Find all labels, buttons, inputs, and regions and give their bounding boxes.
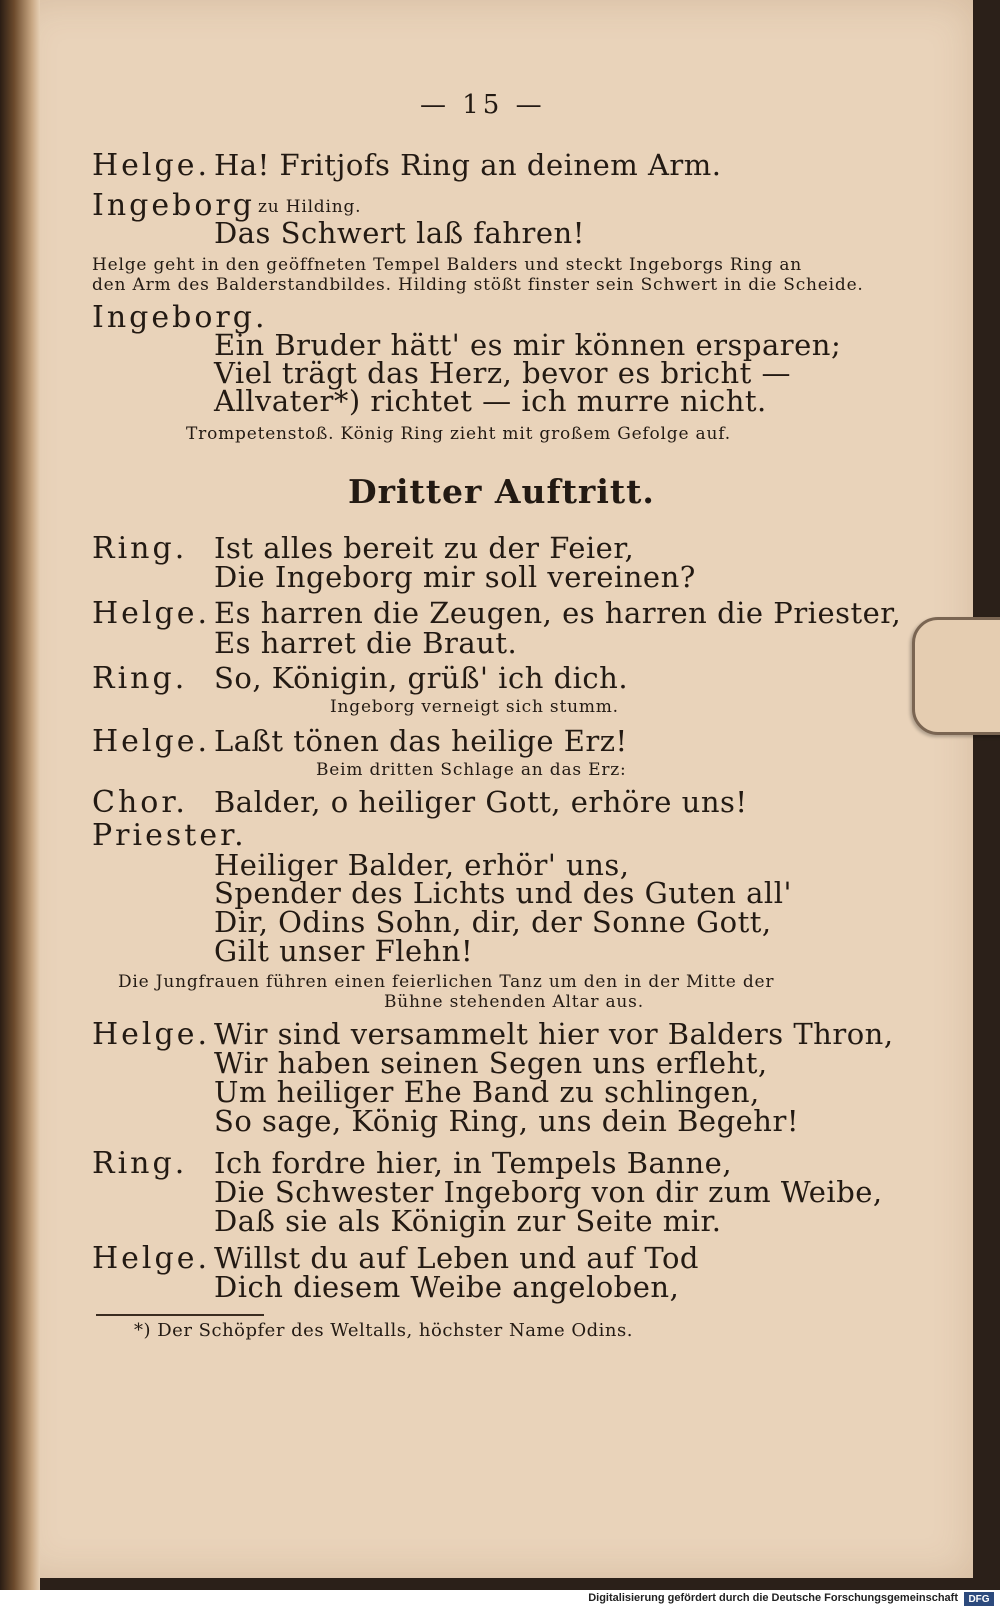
speaker-name: Ring. [92,531,188,566]
stage-direction: den Arm des Balderstandbildes. Hilding stößt finster sein Schwert in die Scheide. [92,275,864,295]
page-number: — 15 — [420,90,546,120]
verse-line: Die Ingeborg mir soll vereinen? [214,560,696,594]
speaker-name: Ring. [92,661,188,696]
verse-line: Es harren die Zeugen, es harren die Priester, [214,596,902,630]
verse-line: Wir sind versammelt hier vor Balders Thron, [214,1017,894,1051]
speaker-name: Helge. [92,596,211,631]
verse-line: Laßt tönen das heilige Erz! [214,724,628,758]
verse-line: Viel trägt das Herz, bevor es bricht — [214,356,791,390]
stage-direction: Helge geht in den geöffneten Tempel Balders und steckt Ingeborgs Ring an [92,255,803,275]
speaker-name: Priester. [92,818,247,853]
speaker-name: Helge. [92,724,211,759]
verse-line: Das Schwert laß fahren! [214,216,585,250]
stage-direction-aside: zu Hilding. [258,197,362,217]
verse-line: Willst du auf Leben und auf Tod [214,1241,699,1275]
verse-line: Ich fordre hier, in Tempels Banne, [214,1146,733,1180]
footnote: *) Der Schöpfer des Weltalls, höchster Name Odins. [134,1320,633,1341]
verse-line: Balder, o heiliger Gott, erhöre uns! [214,785,748,819]
page-tab-notch [912,617,1000,735]
speaker-name: Ring. [92,1146,188,1181]
verse-line: Ist alles bereit zu der Feier, [214,531,635,565]
dfg-logo: DFG [964,1592,994,1606]
verse-line: Gilt unser Flehn! [214,934,474,968]
verse-line: Heiliger Balder, erhör' uns, [214,848,630,882]
digitization-credit: Digitalisierung gefördert durch die Deutsche Forschungsgemeinschaft [588,1592,958,1604]
scene-heading: Dritter Auftritt. [348,472,655,511]
speaker-name: Ingeborg. [92,300,268,335]
verse-line: So, Königin, grüß' ich dich. [214,661,629,695]
verse-line: So sage, König Ring, uns dein Begehr! [214,1104,799,1138]
stage-direction: Ingeborg verneigt sich stumm. [330,697,619,717]
verse-line: Spender des Lichts und des Guten all' [214,876,792,910]
speaker-name: Ingeborg [92,188,255,223]
verse-line: Daß sie als Königin zur Seite mir. [214,1204,722,1238]
stage-direction: Beim dritten Schlage an das Erz: [316,760,627,780]
verse-line: Ein Bruder hätt' es mir können ersparen; [214,328,842,362]
speaker-name: Helge. [92,1017,211,1052]
speaker-name: Helge. [92,1241,211,1276]
verse-line: Ha! Fritjofs Ring an deinem Arm. [214,148,722,182]
verse-line: Um heiliger Ehe Band zu schlingen, [214,1075,760,1109]
speaker-name: Chor. [92,785,188,820]
footnote-rule [96,1314,264,1316]
page-gutter [0,0,40,1590]
stage-direction: Trompetenstoß. König Ring zieht mit großem Gefolge auf. [186,424,731,444]
verse-line: Die Schwester Ingeborg von dir zum Weibe, [214,1175,883,1209]
stage-direction: Bühne stehenden Altar aus. [384,992,644,1012]
speaker-name: Helge. [92,148,211,183]
verse-line: Wir haben seinen Segen uns erfleht, [214,1046,768,1080]
verse-line: Allvater*) richtet — ich murre nicht. [214,384,767,418]
verse-line: Es harret die Braut. [214,626,518,660]
verse-line: Dir, Odins Sohn, dir, der Sonne Gott, [214,905,772,939]
stage-direction: Die Jungfrauen führen einen feierlichen Tanz um den in der Mitte der [118,972,775,992]
verse-line: Dich diesem Weibe angeloben, [214,1270,680,1304]
